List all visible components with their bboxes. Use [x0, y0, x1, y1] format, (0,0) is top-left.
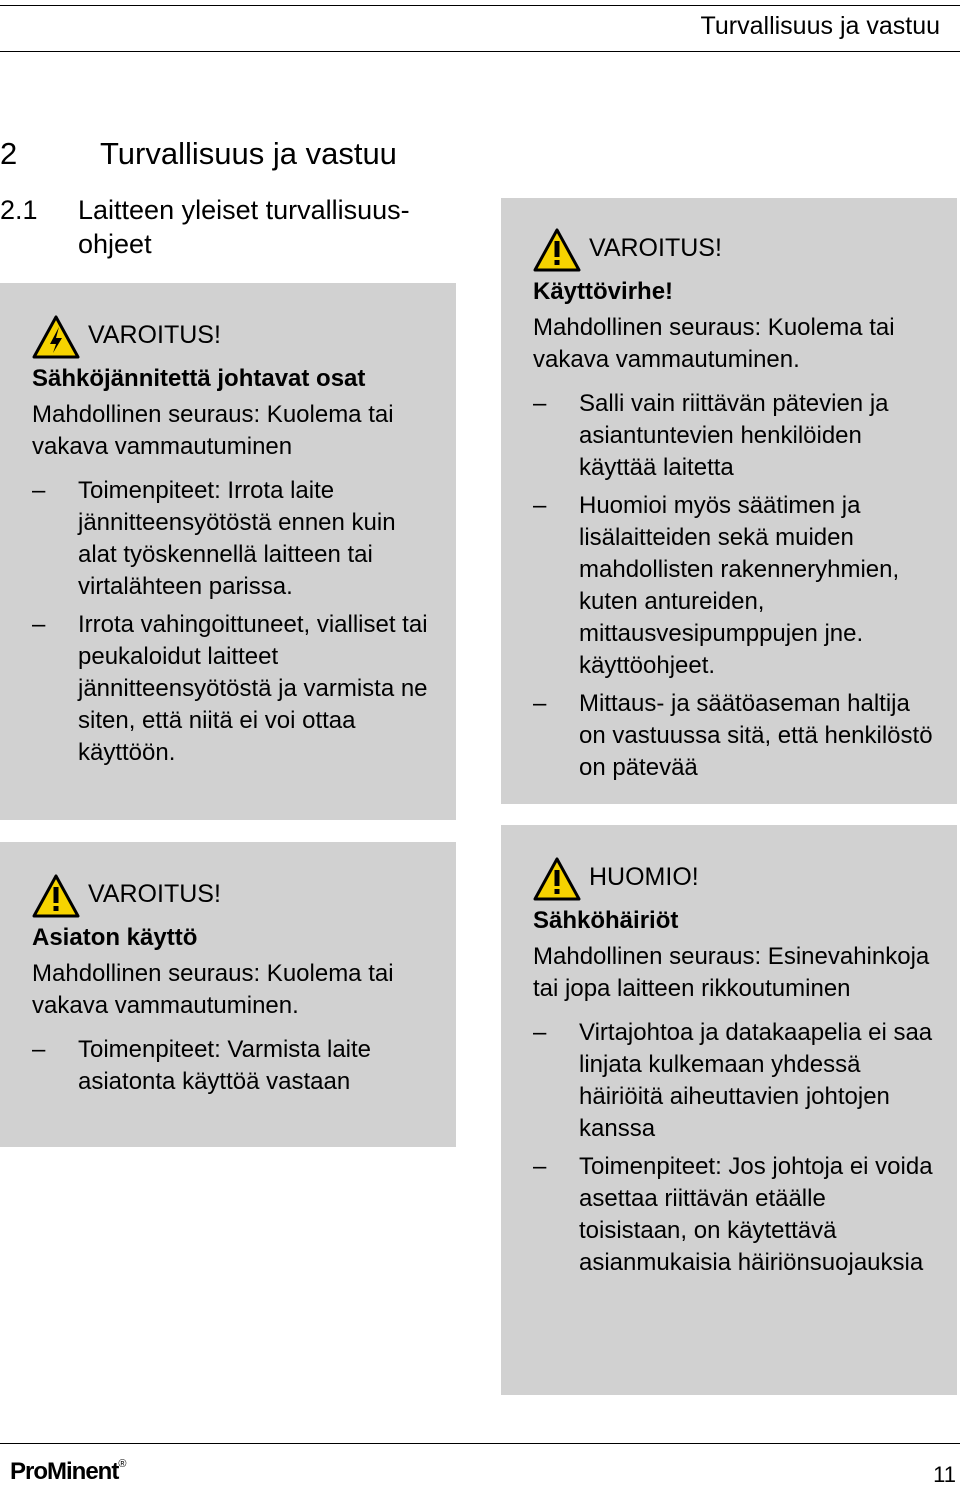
measures-list — [533, 1017, 937, 1279]
signal-word: HUOMIO! — [589, 863, 699, 891]
hazard-title: Asiaton käyttö — [32, 924, 198, 951]
dash-bullet: – — [533, 1019, 547, 1046]
list-item-text: Toimenpiteet: Varmista laite asiatonta käyttöä vastaan — [78, 1036, 372, 1095]
warning-icon — [533, 857, 581, 901]
list-item-text: Toimenpiteet: Jos johtoja ei voida asettaa riittävän etäälle toisistaan, on käytettävä asianmukaisia häiriönsuojauksia — [579, 1153, 933, 1276]
signal-word: VAROITUS! — [589, 234, 722, 262]
signal-row — [32, 315, 436, 363]
electric-hazard-icon — [32, 315, 80, 359]
measures-list — [533, 388, 937, 784]
list-item-text: Toimenpiteet: Irrota laite jännitteensyötöstä ennen kuin alat työskennellä laitteen tai virtalähteen parissa. — [78, 477, 396, 600]
hazard-consequence: Mahdollinen seuraus: Esinevahinkoja tai jopa laitteen rikkoutuminen — [533, 943, 930, 1002]
warning-box-unauthorized-use — [0, 842, 456, 1147]
list-item — [32, 475, 436, 603]
dash-bullet: – — [533, 690, 547, 717]
warning-icon — [533, 228, 581, 272]
list-item — [533, 388, 937, 484]
list-item-text: Mittaus- ja säätöaseman haltija on vastuussa sitä, että henkilöstö on pätevää — [579, 690, 933, 781]
header-bottom-rule — [0, 51, 960, 52]
hazard-title: Sähköjännitettä johtavat osat — [32, 365, 366, 392]
running-header-title: Turvallisuus ja vastuu — [700, 12, 940, 40]
signal-word: VAROITUS! — [88, 321, 221, 349]
signal-word: VAROITUS! — [88, 880, 221, 908]
dash-bullet: – — [32, 1036, 46, 1063]
hazard-consequence: Mahdollinen seuraus: Kuolema tai vakava vammautuminen. — [32, 960, 394, 1019]
warning-icon — [32, 874, 80, 918]
chapter-title: Turvallisuus ja vastuu — [100, 136, 397, 171]
hazard-title: Sähköhäiriöt — [533, 907, 679, 934]
chapter-number: 2 — [0, 136, 18, 171]
dash-bullet: – — [32, 611, 46, 638]
section-number: 2.1 — [0, 195, 38, 225]
signal-row — [533, 857, 937, 905]
list-item-text: Huomioi myös säätimen ja lisälaitteiden sekä muiden mahdollisten rakenneryhmien, kuten antureiden, mittausvesipumppujen jne. käyttöohjeet. — [579, 492, 900, 679]
list-item — [533, 490, 937, 682]
measures-list — [32, 1034, 436, 1098]
list-item — [533, 1151, 937, 1279]
warning-box-operating-error — [501, 198, 957, 804]
hazard-consequence: Mahdollinen seuraus: Kuolema tai vakava vammautuminen — [32, 401, 394, 460]
list-item-text: Virtajohtoa ja datakaapelia ei saa linjata kulkemaan yhdessä häiriöitä aiheuttavien johtojen kanssa — [579, 1019, 933, 1142]
warning-box-electric — [0, 283, 456, 820]
list-item — [32, 1034, 436, 1098]
notice-box-electrical-interference — [501, 825, 957, 1395]
registered-mark: ® — [118, 1458, 126, 1470]
section-title: Laitteen yleiset turvallisuus-ohjeet — [78, 195, 410, 259]
logo-text: ProMinent — [10, 1458, 119, 1485]
prominent-logo — [10, 1458, 125, 1486]
list-item-text: Salli vain riittävän pätevien ja asiantuntevien henkilöiden käyttää laitetta — [579, 390, 889, 481]
measures-list — [32, 475, 436, 769]
list-item — [32, 609, 436, 769]
footer-rule — [0, 1443, 960, 1444]
page-number: 11 — [933, 1462, 956, 1487]
hazard-title: Käyttövirhe! — [533, 278, 674, 305]
list-item-text: Irrota vahingoittuneet, vialliset tai peukaloidut laitteet jännitteensyötöstä ja varmista ne siten, että niitä ei voi ottaa käyttöön. — [78, 611, 428, 766]
signal-row — [32, 874, 436, 922]
list-item — [533, 688, 937, 784]
dash-bullet: – — [533, 492, 547, 519]
signal-row — [533, 228, 937, 276]
dash-bullet: – — [32, 477, 46, 504]
hazard-consequence: Mahdollinen seuraus: Kuolema tai vakava vammautuminen. — [533, 314, 895, 373]
dash-bullet: – — [533, 390, 547, 417]
dash-bullet: – — [533, 1153, 547, 1180]
list-item — [533, 1017, 937, 1145]
header-top-rule — [0, 5, 960, 6]
